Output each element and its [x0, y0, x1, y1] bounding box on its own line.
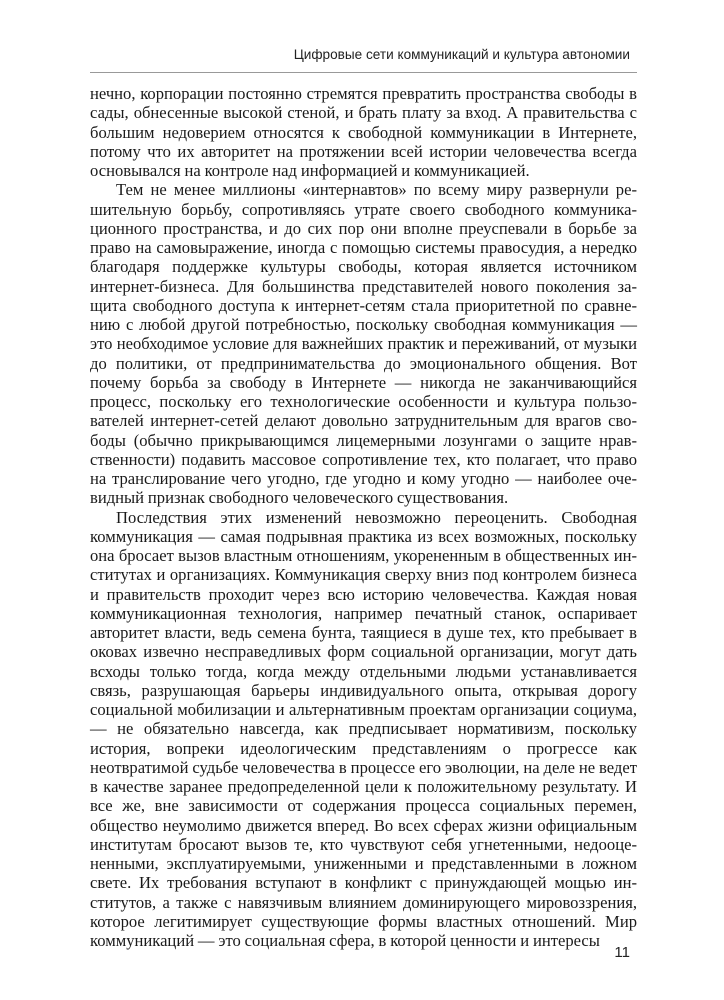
- paragraph: Тем не менее миллионы «интернавтов» по всему миру развернули решительную борьбу, сопротивляясь утрате своего свободного коммуникационного пространства, и до сих пор они вполне преуспевали в борьбе за право на самовыражение, иногда с помощью системы правосудия, а нередко благодаря поддержке культуры свободы, которая является источником интернет-бизнеса. Для большинства представителей нового поколения защита свободного доступа к интернет-сетям стала приоритетной по сравнению с любой другой потребностью, поскольку свободная коммуникация — это необходимое условие для важнейших практик и переживаний, от музыки до политики, от предпринимательства до эмоционального общения. Вот почему борьба за свободу в Интернете — никогда не заканчивающийся процесс, поскольку его технологические особенности и культура пользователей интернет-сетей делают довольно затруднительным для врагов свободы (обычно прикрывающимся лицемерными лозунгами о защите нравственности) подавить массовое сопротивление тех, кто полагает, что право на транслирование чего угодно, где угодно и кому угодно — наиболее очевидный признак свободного человеческого существования.: [90, 180, 637, 508]
- paragraph: Последствия этих изменений невозможно переоценить. Свободная коммуникация — самая подрывная практика из всех возможных, поскольку она бросает вызов властным отношениям, укорененным в общественных институтах и организациях. Коммуникация сверху вниз под контролем бизнеса и правительств проходит через всю историю человечества. Каждая новая коммуникационная технология, например печатный станок, оспаривает авторитет власти, ведь семена бунта, таящиеся в душе тех, кто пребывает в оковах извечно несправедливых форм социальной организации, могут дать всходы только тогда, когда между отдельными людьми устанавливается связь, разрушающая барьеры индивидуального опыта, открывая дорогу социальной мобилизации и альтернативным проектам организации социума, — не обязательно навсегда, как предписывает нормативизм, поскольку история, вопреки идеологическим представлениям о прогрессе как неотвратимой судьбе человечества в процессе его эволюции, на деле не ведет в качестве заранее предопределенной цели к положительному результату. И все же, вне зависимости от содержания процесса социальных перемен, общество неумолимо движется вперед. Во всех сферах жизни официальным институтам бросают вызов те, кто чувствуют себя угнетенными, недооцененными, эксплуатируемыми, униженными и представленными в ложном свете. Их требования вступают в конфликт с принуждающей мощью институтов, а также с навязчивым влиянием доминирующего мировоззрения, которое легитимирует существующие формы властных отношений. Мир коммуникаций — это социальная сфера, в которой ценности и интересы: [90, 507, 637, 950]
- page-number: 11: [614, 944, 630, 961]
- header-rule: [90, 72, 637, 73]
- paragraph: нечно, корпорации постоянно стремятся превратить пространства свободы в сады, обнесенные высокой стеной, и брать плату за вход. А правительства с большим недоверием относятся к свободной коммуникации в Интернете, потому что их авторитет на протяжении всей истории человечества всегда основывался на контроле над информацией и коммуникацией.: [90, 84, 637, 180]
- body-text: [90, 84, 637, 950]
- running-head: Цифровые сети коммуникаций и культура автономии: [293, 47, 630, 62]
